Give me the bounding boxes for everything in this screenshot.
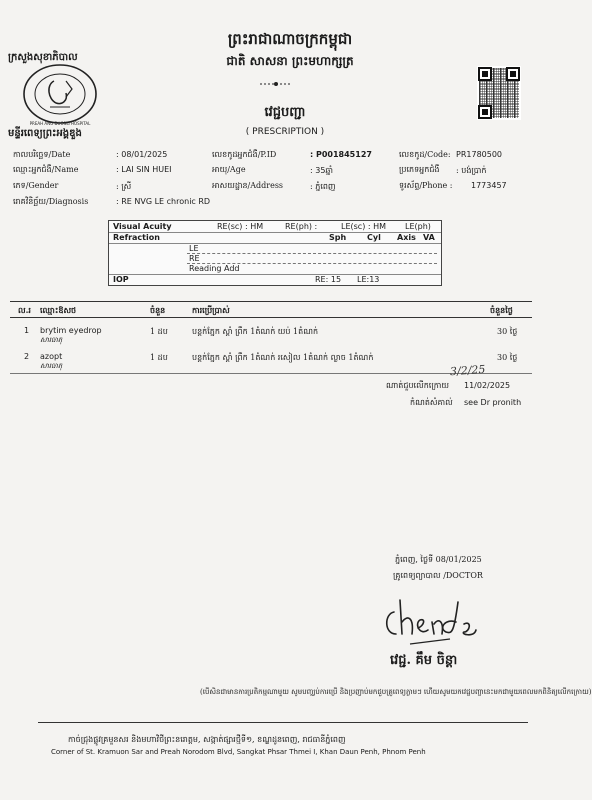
next-appointment-date: 11/02/2025: [464, 381, 511, 390]
table-top-rule: [10, 301, 532, 302]
row1-no: 1: [24, 326, 30, 335]
address-value: : ភ្នំពេញ: [310, 182, 336, 191]
doctor-role: គ្រូពេទ្យព្យាបាល /DOCTOR: [393, 571, 483, 580]
col-usage-header: ការប្រើប្រាស់: [192, 305, 230, 315]
va-header: VA: [423, 233, 435, 242]
col-days-header: ចំនួនថ្ងៃ: [490, 305, 513, 315]
footer-rule: [38, 722, 528, 723]
refraction-label: Refraction: [113, 233, 160, 242]
patient-type-label: ប្រភេទអ្នកជំងឺ: [399, 165, 440, 174]
iop-label: IOP: [113, 275, 129, 284]
reading-add: Reading Add: [189, 264, 240, 273]
date-label: កាលបរិច្ឆេទ/Date: [13, 150, 71, 159]
phone-value: 1773457: [471, 181, 507, 190]
age-label: អាយុ/Age: [212, 165, 246, 174]
row2-name: azopt: [40, 352, 63, 361]
row2-qty: 1 ដប: [150, 353, 168, 362]
col-no-header: ល.រ: [18, 305, 31, 315]
re-ph: RE(ph) :: [285, 222, 318, 231]
note-label: កំណត់សំគាល់: [410, 398, 453, 407]
place-date: ភ្នំពេញ, ថ្ងៃទី 08/01/2025: [395, 555, 482, 564]
address-label: អាសយដ្ឋាន/Address: [212, 181, 284, 190]
doctor-signature: [380, 592, 490, 648]
refraction-le: LE: [189, 244, 199, 253]
row2-no: 2: [24, 352, 30, 361]
note-value: see Dr pronith: [464, 398, 522, 407]
le-sc: LE(sc) : HM: [341, 222, 387, 231]
visual-acuity-title: Visual Acuity: [113, 222, 172, 231]
qr-code: [477, 66, 521, 120]
gender-label: ភេទ/Gender: [13, 181, 59, 190]
gender-value: : ស្រី: [116, 182, 132, 191]
pid-label: លេខកូដអ្នកជំងឺ/P.ID: [212, 150, 277, 159]
col-name-header: ឈ្មោះឱសថ: [40, 305, 77, 315]
doctor-name: វេជ្ជ. គឹម ចិន្តា: [390, 653, 458, 668]
visual-acuity-box: [108, 220, 442, 286]
le-ph: LE(ph): [405, 222, 431, 231]
table-header-rule: [10, 317, 532, 318]
diagnosis-value: : RE NVG LE chronic RD: [116, 197, 211, 206]
hospital-logo: [20, 63, 100, 125]
hospital-name: មន្ទីរពេទ្យព្រះអង្គឌួង: [8, 128, 82, 139]
footer-notice: (បើសិនជាមានការប្រតិកម្មណាមួយ សូមបញ្ឈប់ការប្រើ និងប្រញាប់មកជួបគ្រូពេទ្យភ្លាមៗ ហើយសូមយកវេជ្ជបញ្ជានេះមកជាមួយពេលមកពិនិត្យលើកក្រោយ): [200, 688, 592, 696]
name-value: : LAI SIN HUEI: [116, 165, 172, 174]
axis-header: Axis: [397, 233, 416, 242]
diagnosis-label: រោគវិនិច្ឆ័យ/Diagnosis: [13, 197, 89, 206]
name-label: ឈ្មោះអ្នកជំងឺ/Name: [13, 165, 79, 174]
document-title: វេជ្ជបញ្ជា: [264, 105, 306, 120]
phone-label: ទូរស័ព្ទ/Phone :: [399, 181, 453, 190]
row1-days: 30 ថ្ងៃ: [497, 327, 518, 336]
iop-le: LE:13: [357, 275, 380, 284]
ministry-name: ក្រសួងសុខាភិបាល: [8, 52, 78, 63]
row2-sub: សារធាតុ: [40, 362, 63, 370]
row1-usage: បន្តក់ភ្នែក ស្ដាំ ព្រឹក 1តំណក់ យប់ 1តំណក់: [192, 327, 319, 336]
cyl-header: Cyl: [367, 233, 381, 242]
patient-type-value: : បង់ប្រាក់: [456, 166, 487, 175]
pid-value: : P001845127: [310, 150, 372, 159]
national-motto: ជាតិ សាសនា ព្រះមហាក្សត្រ: [226, 54, 354, 68]
re-sc: RE(sc) : HM: [217, 222, 264, 231]
logo-caption: PREAH ANG DUONG HOSPITAL: [29, 121, 91, 126]
date-value: : 08/01/2025: [116, 150, 168, 159]
iop-re: RE: 15: [315, 275, 342, 284]
row2-days: 30 ថ្ងៃ: [497, 353, 518, 362]
col-qty-header: ចំនួន: [150, 305, 166, 315]
document-subtitle: ( PRESCRIPTION ): [245, 127, 325, 137]
sph-header: Sph: [329, 233, 347, 242]
ornament-divider: [258, 72, 294, 78]
handwritten-date: 3/2/25: [449, 362, 486, 379]
kingdom-title: ព្រះរាជាណាចក្រកម្ពុជា: [227, 30, 353, 48]
age-value: : 35ឆ្នាំ: [310, 166, 334, 175]
refraction-re: RE: [189, 254, 200, 263]
row2-usage: បន្តក់ភ្នែក ស្ដាំ ព្រឹក 1តំណក់ រសៀល 1តំណក់ ល្ងាច 1តំណក់: [192, 353, 374, 362]
code-label: លេខកូដ/Code:: [399, 150, 451, 159]
row1-sub: សារធាតុ: [40, 336, 63, 344]
row1-name: brytim eyedrop: [40, 326, 102, 335]
footer-address-en: Corner of St. Kramuon Sar and Preah Norodom Blvd, Sangkat Phsar Thmei I, Khan Daun Penh, Phnom Penh: [51, 748, 426, 756]
code-value: PR1780500: [456, 150, 503, 159]
next-appointment-label: ណាត់ជួបលើកក្រោយ: [386, 381, 449, 390]
footer-address-kh: កាច់ជ្រុងផ្លូវគ្រមួនសរ និងមហាវិថីព្រះនរោត្តម, សង្កាត់ផ្សារថ្មីទី១, ខណ្ឌដូនពេញ, រាជធានីភ្នំពេញ: [68, 735, 346, 744]
row1-qty: 1 ដប: [150, 327, 168, 336]
